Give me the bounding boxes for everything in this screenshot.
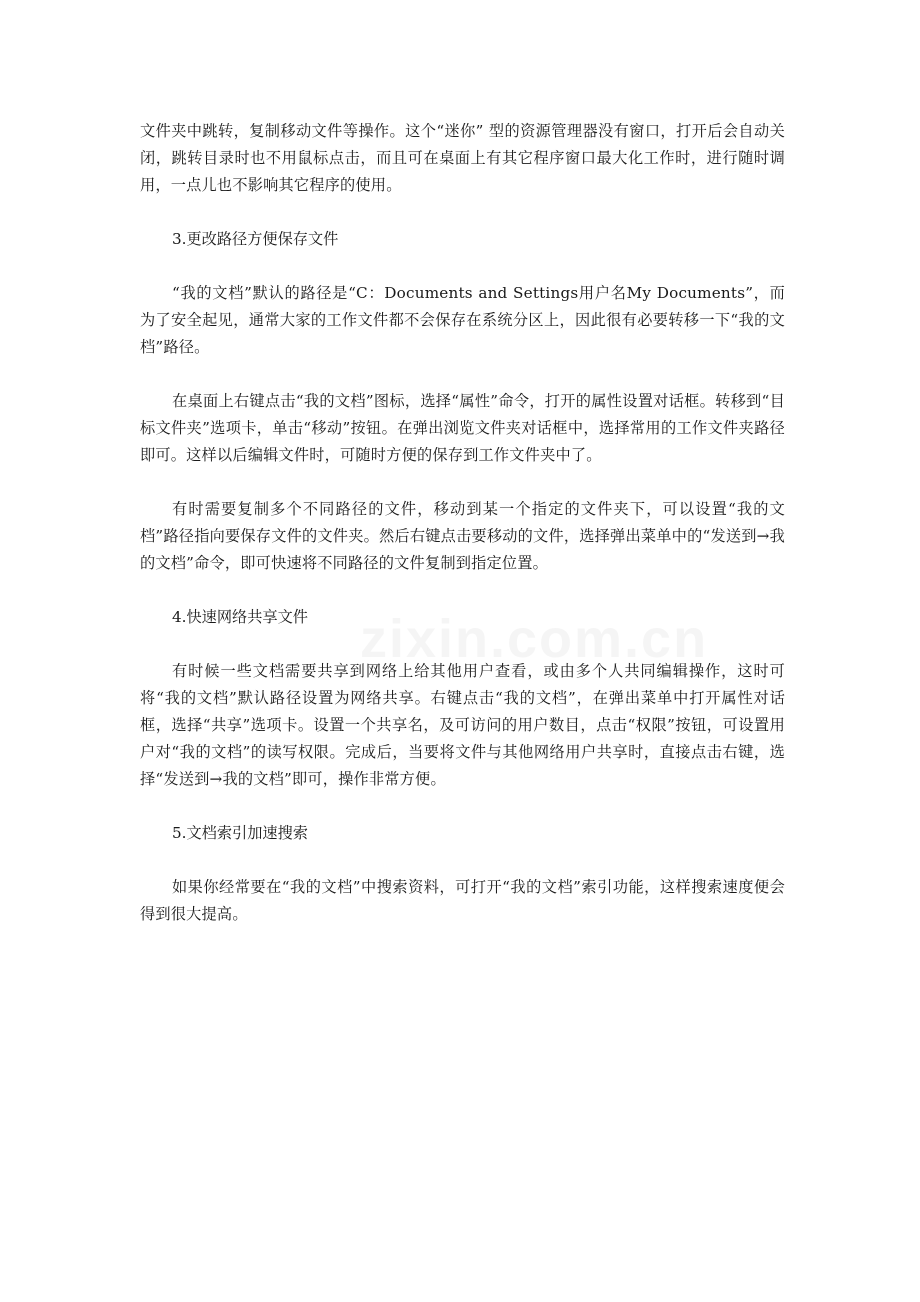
paragraph-move-target-folder: 在桌面上右键点击“我的文档”图标，选择“属性”命令，打开的属性设置对话框。转移到“目标文件夹”选项卡，单击“移动”按钮。在弹出浏览文件夹对话框中，选择常用的工作文件夹路径即可。这样以后编辑文件时，可随时方便的保存到工作文件夹中了。 (140, 392, 785, 464)
paragraph-network-share: 有时候一些文档需要共享到网络上给其他用户查看，或由多个人共同编辑操作，这时可将“我的文档”默认路径设置为网络共享。右键点击“我的文档”，在弹出菜单中打开属性对话框，选择“共享”选项卡。设置一个共享名，及可访问的用户数目，点击“权限”按钮，可设置用户对“我的文档”的读写权限。完成后，当要将文件与其他网络用户共享时，直接点击右键，选择“发送到→我的文档”即可，操作非常方便。 (140, 662, 785, 788)
section-heading-3: 3.更改路径方便保存文件 (172, 230, 339, 248)
paragraph-intro-continued: 文件夹中跳转，复制移动文件等操作。这个“迷你” 型的资源管理器没有窗口，打开后会自动关闭，跳转目录时也不用鼠标点击，而且可在桌面上有其它程序窗口最大化工作时，进行随时调用，一点儿也不影响其它程序的使用。 (140, 122, 785, 194)
paragraph-send-to-my-documents: 有时需要复制多个不同路径的文件，移动到某一个指定的文件夹下，可以设置“我的文档”路径指向要保存文件的文件夹。然后右键点击要移动的文件，选择弹出菜单中的“发送到→我的文档”命令，即可快速将不同路径的文件复制到指定位置。 (140, 500, 785, 572)
section-heading-4: 4.快速网络共享文件 (172, 608, 308, 626)
paragraph-index-search: 如果你经常要在“我的文档”中搜索资料，可打开“我的文档”索引功能，这样搜索速度便会得到很大提高。 (140, 878, 785, 923)
document-body (140, 118, 785, 928)
paragraph-default-path: “我的文档”默认的路径是“C：Documents and Settings用户名My Documents”，而为了安全起见，通常大家的工作文件都不会保存在系统分区上，因此很有必要转移一下“我的文档”路径。 (140, 284, 785, 356)
watermark: zixin.com.cn (360, 609, 709, 669)
section-heading-5: 5.文档索引加速搜索 (172, 824, 308, 842)
